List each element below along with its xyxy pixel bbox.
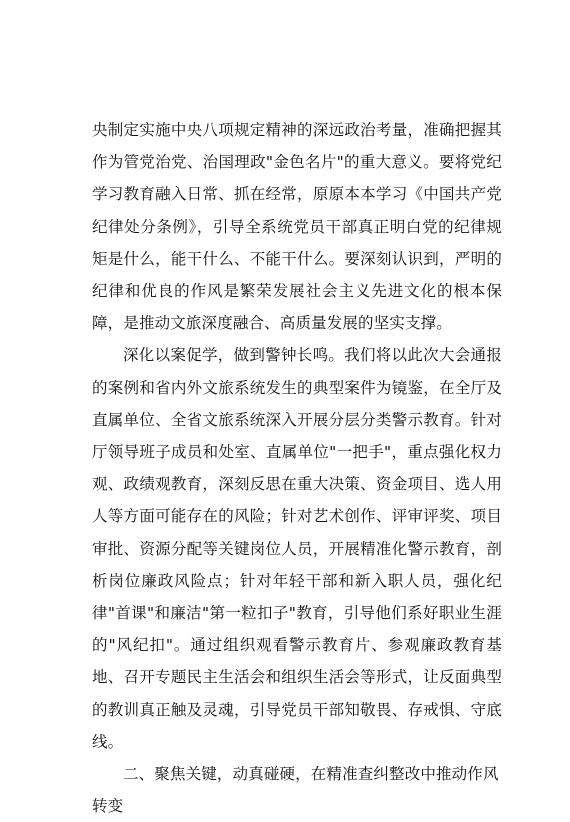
document-body (92, 114, 502, 822)
paragraph-continuation: 央制定实施中央八项规定精神的深远政治考量，准确把握其作为管党治党、治国理政"金色名片"的重大意义。要将党纪学习教育融入日常、抓在经常，原原本本学习《中国共产党纪律处分条例》，引导全系统党员干部真正明白党的纪律规矩是什么，能干什么、不能干什么。要深刻认识到，严明的纪律和优良的作风是繁荣发展社会主义先进文化的根本保障，是推动文旅深度融合、高质量发展的坚实支撑。 (92, 121, 502, 333)
section-heading: 二、聚焦关键，动真碰硬，在精准查纠整改中推动作风转变 (92, 765, 499, 816)
paragraph-case-study: 深化以案促学，做到警钟长鸣。我们将以此次大会通报的案例和省内外文旅系统发生的典型案件为镜鉴，在全厅及直属单位、全省文旅系统深入开展分层分类警示教育。针对厅领导班子成员和处室、直属单位"一把手"，重点强化权力观、政绩观教育，深刻反思在重大决策、资金项目、选人用人等方面可能存在的风险；针对艺术创作、评审评奖、项目审批、资源分配等关键岗位人员，开展精准化警示教育，剖析岗位廉政风险点；针对年轻干部和新入职人员，强化纪律"首课"和廉洁"第一粒扣子"教育，引导他们系好职业生涯的"风纪扣"。通过组织观看警示教育片、参观廉政教育基地、召开专题民主生活会和组织生活会等形式，让反面典型的教训真正触及灵魂，引导党员干部知敬畏、存戒惧、守底线。 (92, 346, 502, 751)
